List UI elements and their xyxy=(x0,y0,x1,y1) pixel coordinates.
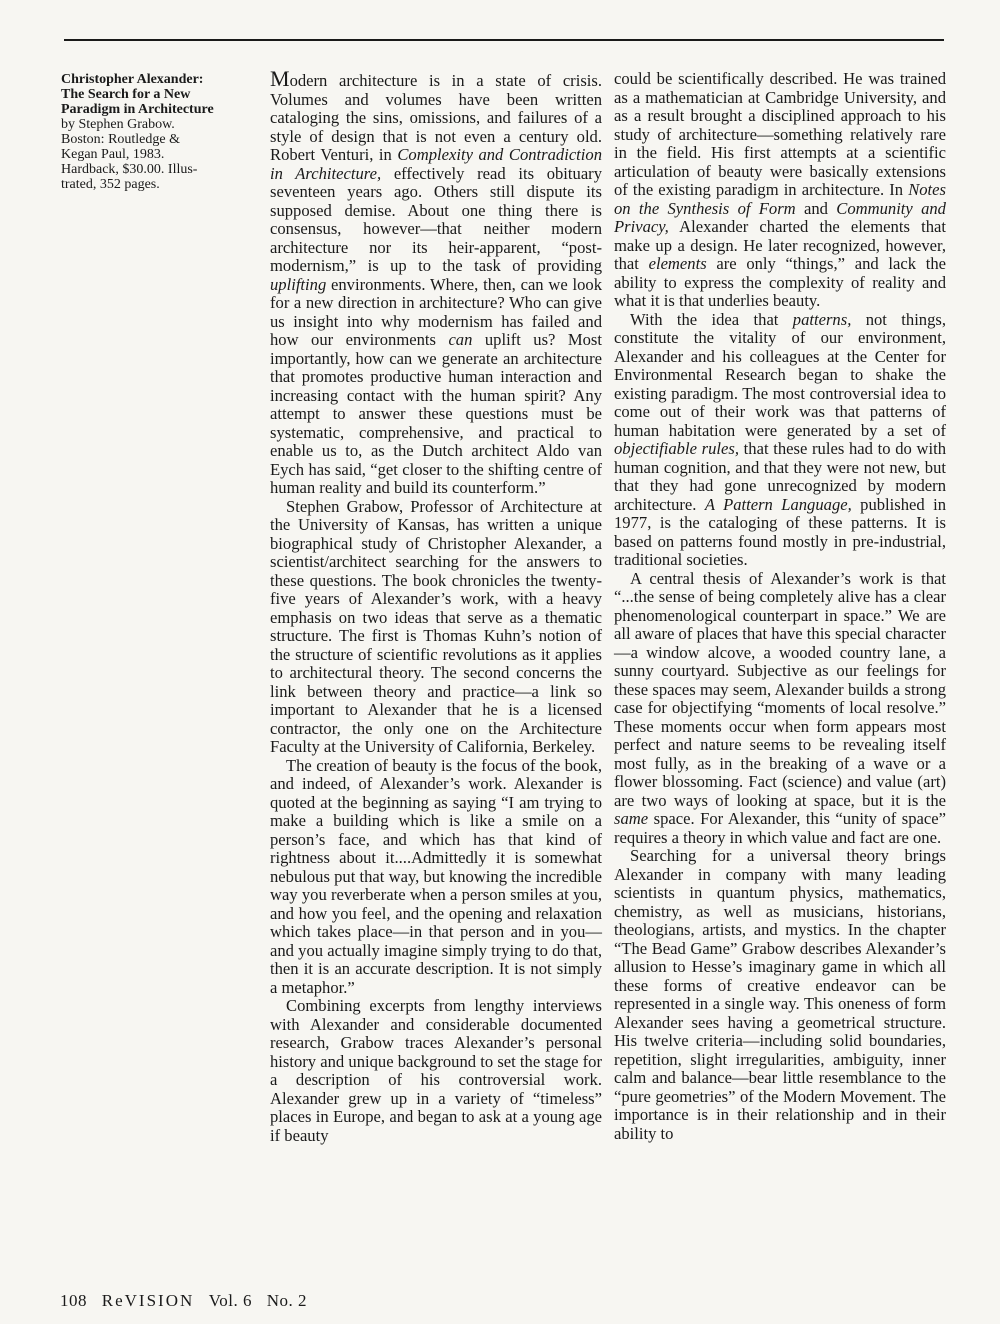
book-title-line-1: Christopher Alexander: xyxy=(61,72,204,87)
text-run: not things, constitute the vitality of our environment, Alexander and his colleagues at the Center for Environmental Research began to shake the existing paradigm. The most controversial idea to come out of their work was that patterns of human habitation were generated by a set of xyxy=(614,309,947,440)
italic-emphasis: elements xyxy=(648,254,707,273)
italic-title: A Pattern Language, xyxy=(704,494,852,514)
italic-emphasis: can xyxy=(448,330,473,349)
italic-emphasis: objectifiable rules, xyxy=(614,439,739,458)
book-publisher-line-1: Boston: Routledge & xyxy=(61,132,180,147)
paragraph xyxy=(614,570,946,848)
paragraph xyxy=(614,311,946,570)
paragraph: The creation of beauty is the focus of the book, and indeed, of Alexander’s work. Alexander is quoted at the beginning as saying “I am trying to make a building which is like a smile on a person’s face, and which has that kind of rightness about it....Admittedly it is somewhat nebulous put that way, but knowing the incredible way you reverberate when a person smiles at you, and how you feel, and the opening and relaxation which takes place—in that person and in you—and you actually imagine simply trying to do that, then it is an accurate description. It is not simply a metaphor.” xyxy=(270,755,602,997)
issue-label: No. 2 xyxy=(266,1291,308,1310)
text-run: space. For Alexander, this “unity of space” requires a theory in which value and fact are one. xyxy=(614,809,946,847)
text-run: and xyxy=(795,198,837,218)
book-title-line-3: Paradigm in Architecture xyxy=(61,102,214,117)
body-column-right xyxy=(614,70,946,1143)
book-price-line-2: trated, 352 pages. xyxy=(61,177,160,192)
book-publisher-line-2: Kegan Paul, 1983. xyxy=(61,147,165,162)
text-run: A central thesis of Alexander’s work is that “...the sense of being completely alive has a clear phenomenological counterpart in space.” We are all aware of places that have this special character—a window alcove, a wooded country lane, a sunny courtyard. Subjective as our feelings for these spaces may seem, Alexander builds a strong case for objectifying “moments of local resolve.” These moments occur when form appears most perfect and nature seems to be revealing itself most fully, as in the breaking of a wave or a flower blossoming. Fact (science) and value (art) are two ways of looking at space, but it is the xyxy=(614,568,946,810)
text-run: that these rules had to do with human cognition, and that they were not new, but that they had gone unrecognized by modern architecture. xyxy=(614,439,947,514)
italic-emphasis: same xyxy=(614,809,649,828)
volume-label: Vol. 6 xyxy=(208,1291,253,1310)
text-run: environments. Where, then, can we look for a new direction in architecture? Who can give us insight into why modernism has failed and how our environments xyxy=(270,274,602,349)
italic-emphasis: patterns, xyxy=(792,309,852,329)
text-run: are only “things,” and lack the ability to express the complexity of reality and what it is that underlies beauty. xyxy=(614,254,946,310)
paragraph: Stephen Grabow, Professor of Architecture at the University of Kansas, has written a unique biographical study of Christopher Alexander, a scientist/architect searching for the answers to these questions. The book chronicles the twenty-five years of Alexander’s work, with a heavy emphasis on two ideas that serve as a thematic structure. The first is Thomas Kuhn’s notion of the structure of scientific revolutions as it applies to architectural theory. The second concerns the link between theory and practice—a link so important to Alexander that he is a licensed contractor, the only one on the Architecture Faculty at the University of California, Berkeley. xyxy=(270,496,602,756)
text-run: effectively read its obituary seventeen years ago. Others still dispute its supposed demise. About one thing there is consensus, however—that neither modern architecture nor its heir-apparent, “post-modernism,” is up to the task of providing xyxy=(270,163,603,275)
paragraph xyxy=(270,66,603,498)
book-price-line-1: Hardback, $30.00. Illus- xyxy=(61,162,198,177)
body-column-middle xyxy=(270,66,603,1145)
page-footer xyxy=(60,1291,317,1311)
text-run: With the idea that xyxy=(630,309,793,329)
book-title-line-2: The Search for a New xyxy=(61,87,191,102)
book-author: by Stephen Grabow. xyxy=(61,117,175,132)
text-run: Alexander charted the elements that make up a design. He later recognized, however, that xyxy=(614,217,946,273)
italic-title: Complexity and Contradiction in Architecture, xyxy=(270,145,602,183)
top-rule xyxy=(64,39,944,41)
paragraph: Combining excerpts from lengthy interviews with Alexander and considerable documented research, Grabow traces Alexander’s personal history and unique background to set the stage for a description of his controversial work. Alexander grew up in a variety of “timeless” places in Europe, and began to ask at a young age if beauty xyxy=(270,996,602,1145)
drop-cap: M xyxy=(270,66,290,91)
text-run: published in 1977, is the cataloging of these patterns. It is based on patterns found mostly in pre-industrial, traditional societies. xyxy=(614,494,946,569)
page-number: 108 xyxy=(60,1291,87,1310)
paragraph xyxy=(614,70,946,311)
italic-title: Notes on the Synthesis of Form xyxy=(614,180,946,218)
journal-name: ReVISION xyxy=(101,1291,195,1310)
text-run: odern architecture is in a state of crisis. Volumes and volumes have been written cataloging the sins, omissions, and failures of a style of design that is not even a century old. Robert Venturi, in xyxy=(270,71,602,164)
paragraph: Searching for a universal theory brings Alexander in company with many leading scientists in quantum physics, mathematics, chemistry, as well as musicians, historians, theologians, artists, and mystics. In the chapter “The Bead Game” Grabow describes Alexander’s allusion to Hesse’s imaginary game in which all these forms of creative endeavor can be represented in a single way. This oneness of form Alexander sees having a geometrical structure. His twelve criteria—including solid boundaries, repetition, slight irregularities, ambiguity, inner calm and balance—bear little resemblance to the “pure geometries” of the Modern Movement. The importance is in their relationship and in their ability to xyxy=(614,846,946,1143)
text-run: could be scientifically described. He was trained as a mathematician at Cambridge University, and as a result brought a disciplined approach to his study of architecture—something relatively rare in the field. His first attempts at a scientific articulation of beauty were basically extensions of the existing paradigm in architecture. In xyxy=(614,69,946,199)
italic-emphasis: uplifting xyxy=(270,274,327,294)
italic-title: Community and Privacy, xyxy=(614,198,946,236)
book-info-sidebar xyxy=(61,72,241,192)
text-run: uplift us? Most importantly, how can we generate an architecture that promotes productive human interaction and increasing contact with the human spirit? Any attempt to answer these questions must be systematic, comprehensive, and practical to enable us to, as the Dutch architect Aldo van Eych has said, “get closer to the shifting centre of human reality and build its counterform.” xyxy=(270,330,603,497)
